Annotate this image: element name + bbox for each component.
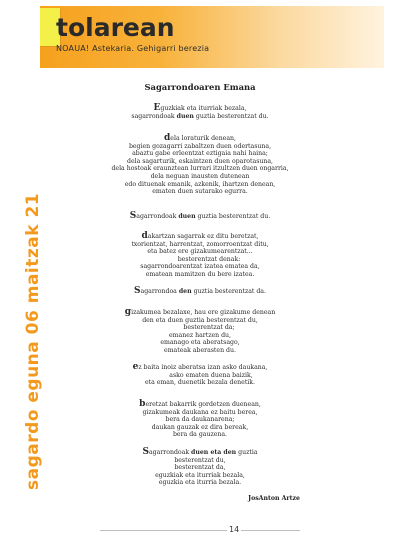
line-text: ematean mamitzen du bere izatea. <box>145 270 255 278</box>
poem-line <box>0 105 400 113</box>
page-number: 14 <box>229 525 240 534</box>
poem-line <box>0 263 400 271</box>
line-text: eguzkia eta iturria bezala. <box>158 479 242 487</box>
drop-initial: S <box>134 286 141 296</box>
line-text: eta batez ere gizakumearentzat... <box>147 248 253 256</box>
poem-line <box>0 416 400 424</box>
poem-stanza <box>0 105 400 120</box>
line-text: bera da gauzena. <box>172 431 228 439</box>
poem-stanza <box>0 288 400 296</box>
poem-line <box>0 409 400 417</box>
poem-title: Sagarrondoaren Emana <box>144 82 256 92</box>
line-text: eretzat bakarrik gordetzen duenean, <box>145 401 261 408</box>
line-text: izakumea bezalaxe, hau ere gizakume denean <box>131 309 276 316</box>
poem-line <box>0 165 400 173</box>
line-text: eta eman, duenetik bezala denetik. <box>144 379 256 387</box>
line-text: agarrondoa <box>140 288 179 295</box>
line-text: abaztu gabe erleentzat eztigaia nahi haina; <box>132 150 268 158</box>
poem-line <box>0 248 400 256</box>
poem-line <box>0 339 400 347</box>
poem-line <box>0 364 400 372</box>
line-text: guztia besterentzat du. <box>193 112 269 120</box>
poem-line <box>0 431 400 439</box>
bold-word: duen eta den <box>191 449 237 456</box>
line-text: ematen duen sutarako egurra. <box>152 188 248 196</box>
poem-author: JosAnton Artze <box>248 495 300 502</box>
line-text: txorientzat, harrentzat, zomorroentzat ditu, <box>131 240 269 248</box>
poem-line <box>0 173 400 181</box>
line-text: guztia besterentzat da. <box>191 288 266 295</box>
brand-title: tolarean <box>56 13 175 42</box>
line-text: bera da daukanarena; <box>165 416 235 424</box>
poem-line <box>0 449 400 457</box>
poem-stanza <box>0 401 400 439</box>
line-text: gizakumeak daukana ez baitu berea, <box>142 408 258 416</box>
line-text: dela neguan inausten dutenean <box>150 172 250 180</box>
poem-line <box>0 347 400 355</box>
poem-stanza <box>0 449 400 487</box>
line-text: guztia besterentzat du. <box>195 213 271 220</box>
line-text: besterentzat da; <box>183 324 235 332</box>
drop-initial: d <box>141 231 148 241</box>
drop-initial: S <box>142 447 149 457</box>
poem-line <box>0 150 400 158</box>
line-text: emanez hartzen du, <box>169 331 231 339</box>
line-text: edo dituenak emanik, azkenik, ihartzen denean, <box>124 180 276 188</box>
poem-line <box>0 213 400 221</box>
poem-stanza <box>0 135 400 196</box>
poem-line <box>0 158 400 166</box>
line-text: den eta duen guztia besterentzat du, <box>142 316 258 324</box>
line-text: akartzan sagarrak ez ditu beretzat, <box>147 233 259 240</box>
bold-word: den <box>178 288 192 295</box>
line-text: agarrondoak <box>148 449 192 456</box>
poem-line <box>0 288 400 296</box>
poem-stanza <box>0 233 400 279</box>
line-text: dela sagarturik, eskaintzen duen oparotasuna, <box>126 157 273 165</box>
poem-line <box>0 372 400 380</box>
drop-initial: b <box>139 399 146 409</box>
line-text: guzkiak eta iturriak bezala, <box>160 105 247 112</box>
line-text: besterentzat du, <box>174 456 226 464</box>
line-text: sagarrondoak <box>131 112 177 120</box>
poem-line <box>0 464 400 472</box>
line-text: daukan gauzak ez dira bereak, <box>151 423 249 431</box>
poem-line <box>0 324 400 332</box>
footer-rule <box>100 530 300 531</box>
poem-stanza <box>0 364 400 387</box>
poem-line <box>0 379 400 387</box>
poem-line <box>0 135 400 143</box>
drop-initial: S <box>129 211 137 221</box>
poem-line <box>0 188 400 196</box>
bold-word: duen <box>176 112 194 120</box>
drop-initial: d <box>164 133 171 143</box>
sidebar-vertical-text: sagardo eguna 06 maitzak 21 <box>23 192 43 490</box>
poem-line <box>0 233 400 241</box>
drop-initial: e <box>132 362 139 372</box>
line-text: ela loraturik denean, <box>170 135 236 142</box>
poem-line <box>0 309 400 317</box>
poem-line <box>0 271 400 279</box>
poem-line <box>0 401 400 409</box>
line-text: z baita inoiz aberatsa izan asko daukana, <box>138 364 268 371</box>
line-text: besterentzat da, <box>174 464 226 472</box>
poem-line <box>0 424 400 432</box>
line-text: asko ematen duena baizik, <box>169 371 253 379</box>
line-text: agarrondoak <box>136 213 179 220</box>
poem-line <box>0 113 400 121</box>
line-text: emanago eta aberatsago, <box>160 339 240 347</box>
poem-line <box>0 472 400 480</box>
bold-word: duen <box>178 213 196 220</box>
drop-initial: E <box>153 103 161 113</box>
poem-line <box>0 241 400 249</box>
poem-stanza <box>0 309 400 355</box>
line-text: sagarrondoarentzat izatea ematea da, <box>140 263 260 271</box>
poem-line <box>0 143 400 151</box>
poem-line <box>0 332 400 340</box>
poem-stanza <box>0 213 400 221</box>
poem-line <box>0 181 400 189</box>
line-text: guztia <box>236 449 258 456</box>
brand-subtitle: NOAUA! Astekaria. Gehigarri berezia <box>56 44 210 53</box>
poem-line <box>0 317 400 325</box>
line-text: eguzkiak eta iturriak bezala, <box>155 471 245 479</box>
line-text: besterentzat denak: <box>177 255 241 263</box>
line-text: begien gozagarri zabaltzen duen odertasuna, <box>128 142 272 150</box>
line-text: dela hostoak eraunztean lurrari itzultzen duen ongarria, <box>111 165 289 173</box>
poem-line <box>0 256 400 264</box>
poem-line <box>0 479 400 487</box>
poem-line <box>0 457 400 465</box>
line-text: emateak aberasten du. <box>164 346 236 354</box>
drop-initial: g <box>124 307 132 317</box>
